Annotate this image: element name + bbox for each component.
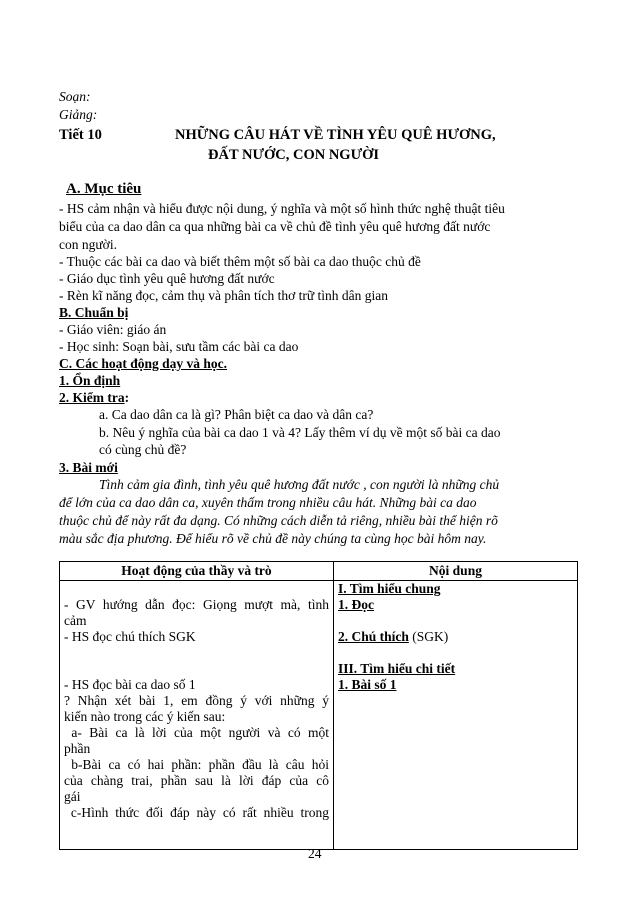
table-header-activities: Hoạt động của thầy và trò [60,562,334,581]
question-a: a. Ca dao dân ca là gì? Phân biệt ca dao và dân ca? [99,407,374,422]
question-b-line1: b. Nêu ý nghĩa của bài ca dao 1 và 4? Lấy thêm ví dụ về một số bài ca dao [99,425,501,440]
step-2-heading [59,390,129,406]
activity-line: c-Hình thức đối đáp này có rất nhiều trong [64,805,329,820]
section-a-line: - Giáo dục tình yêu quê hương đất nước [59,271,275,286]
activity-line: - HS đọc bài ca dao số 1 [64,677,196,692]
activity-line: b-Bài ca có hai phần: phần đầu là câu hỏi [64,757,329,772]
step-1-heading: 1. Ổn định [59,373,121,388]
giang-label: Giảng: [59,107,98,122]
section-a-line: - HS cảm nhận và hiểu được nội dung, ý nghĩa và một số hình thức nghệ thuật tiêu [59,201,505,216]
section-a-line: biểu của ca dao dân ca qua những bài ca về chủ đề tình yêu quê hương đất nước [59,219,491,234]
activity-line: gái [64,789,81,804]
content-line [338,629,573,645]
soan-label: Soạn: [59,89,91,104]
activity-line: - HS đọc chú thích SGK [64,629,196,644]
content-heading: 2. Chú thích [338,629,409,644]
content-heading: 1. Bài số 1 [338,677,397,692]
table-header-content: Nội dung [334,562,578,581]
step-2-label: 2. Kiểm tra [59,390,125,405]
activity-line: cảm [64,613,87,628]
section-b-heading: B. Chuẩn bị [59,305,129,320]
content-heading: III. Tìm hiểu chi tiết [338,661,456,676]
intro-line: thuộc chủ để này rất đa dạng. Có những cách diễn tả riêng, nhiều bài thể hiện rõ [59,513,498,528]
activity-line: ? Nhận xét bài 1, em đồng ý với những ý [64,693,329,708]
section-a-line: con người. [59,237,117,252]
section-a-heading: A. Mục tiêu [66,181,142,197]
activity-line: phần [64,741,91,756]
activity-table [59,561,578,850]
step-2-colon: : [124,390,130,405]
activity-line: kiến nào trong các ý kiến sau: [64,709,226,724]
section-b-line: - Giáo viên: giáo án [59,322,167,337]
activities-cell [60,581,334,850]
intro-line: để lớn của ca dao dân ca, xuyên thấm trong nhiều câu hát. Những bài ca dao [59,495,477,510]
section-b-line: - Học sinh: Soạn bài, sưu tầm các bài ca dao [59,339,299,354]
activity-line: của chàng trai, phần sau là lời đáp của cô [64,773,329,788]
intro-line: Tình cảm gia đình, tình yêu quê hương đất nước , con người là những chủ [99,477,500,492]
activity-line: a- Bài ca là lời của một người và có một [64,725,329,740]
activity-line: - GV hướng dẫn đọc: Giọng mượt mà, tình [64,597,329,612]
question-b-line2: có cùng chủ đề? [99,442,187,457]
lesson-title-line2: ĐẤT NƯỚC, CON NGƯỜI [208,147,380,163]
content-heading: 1. Đọc [338,597,374,612]
content-heading: I. Tìm hiểu chung [338,581,441,596]
lesson-number: Tiết 10 [59,127,102,143]
content-note: (SGK) [408,629,449,644]
page-number: 24 [308,846,322,861]
lesson-title-line1: NHỮNG CÂU HÁT VỀ TÌNH YÊU QUÊ HƯƠNG, [175,127,496,143]
step-3-heading: 3. Bài mới [59,460,118,475]
section-c-heading: C. Các hoạt động dạy và học. [59,356,228,371]
content-cell [334,581,578,850]
section-a-line: - Thuộc các bài ca dao và biết thêm một số bài ca dao thuộc chủ đề [59,254,421,269]
section-a-line: - Rèn kĩ năng đọc, cảm thụ và phân tích thơ trữ tình dân gian [59,288,389,303]
intro-line: màu sắc địa phương. Để hiểu rõ về chủ đề này chúng ta cùng học bài hôm nay. [59,531,487,546]
